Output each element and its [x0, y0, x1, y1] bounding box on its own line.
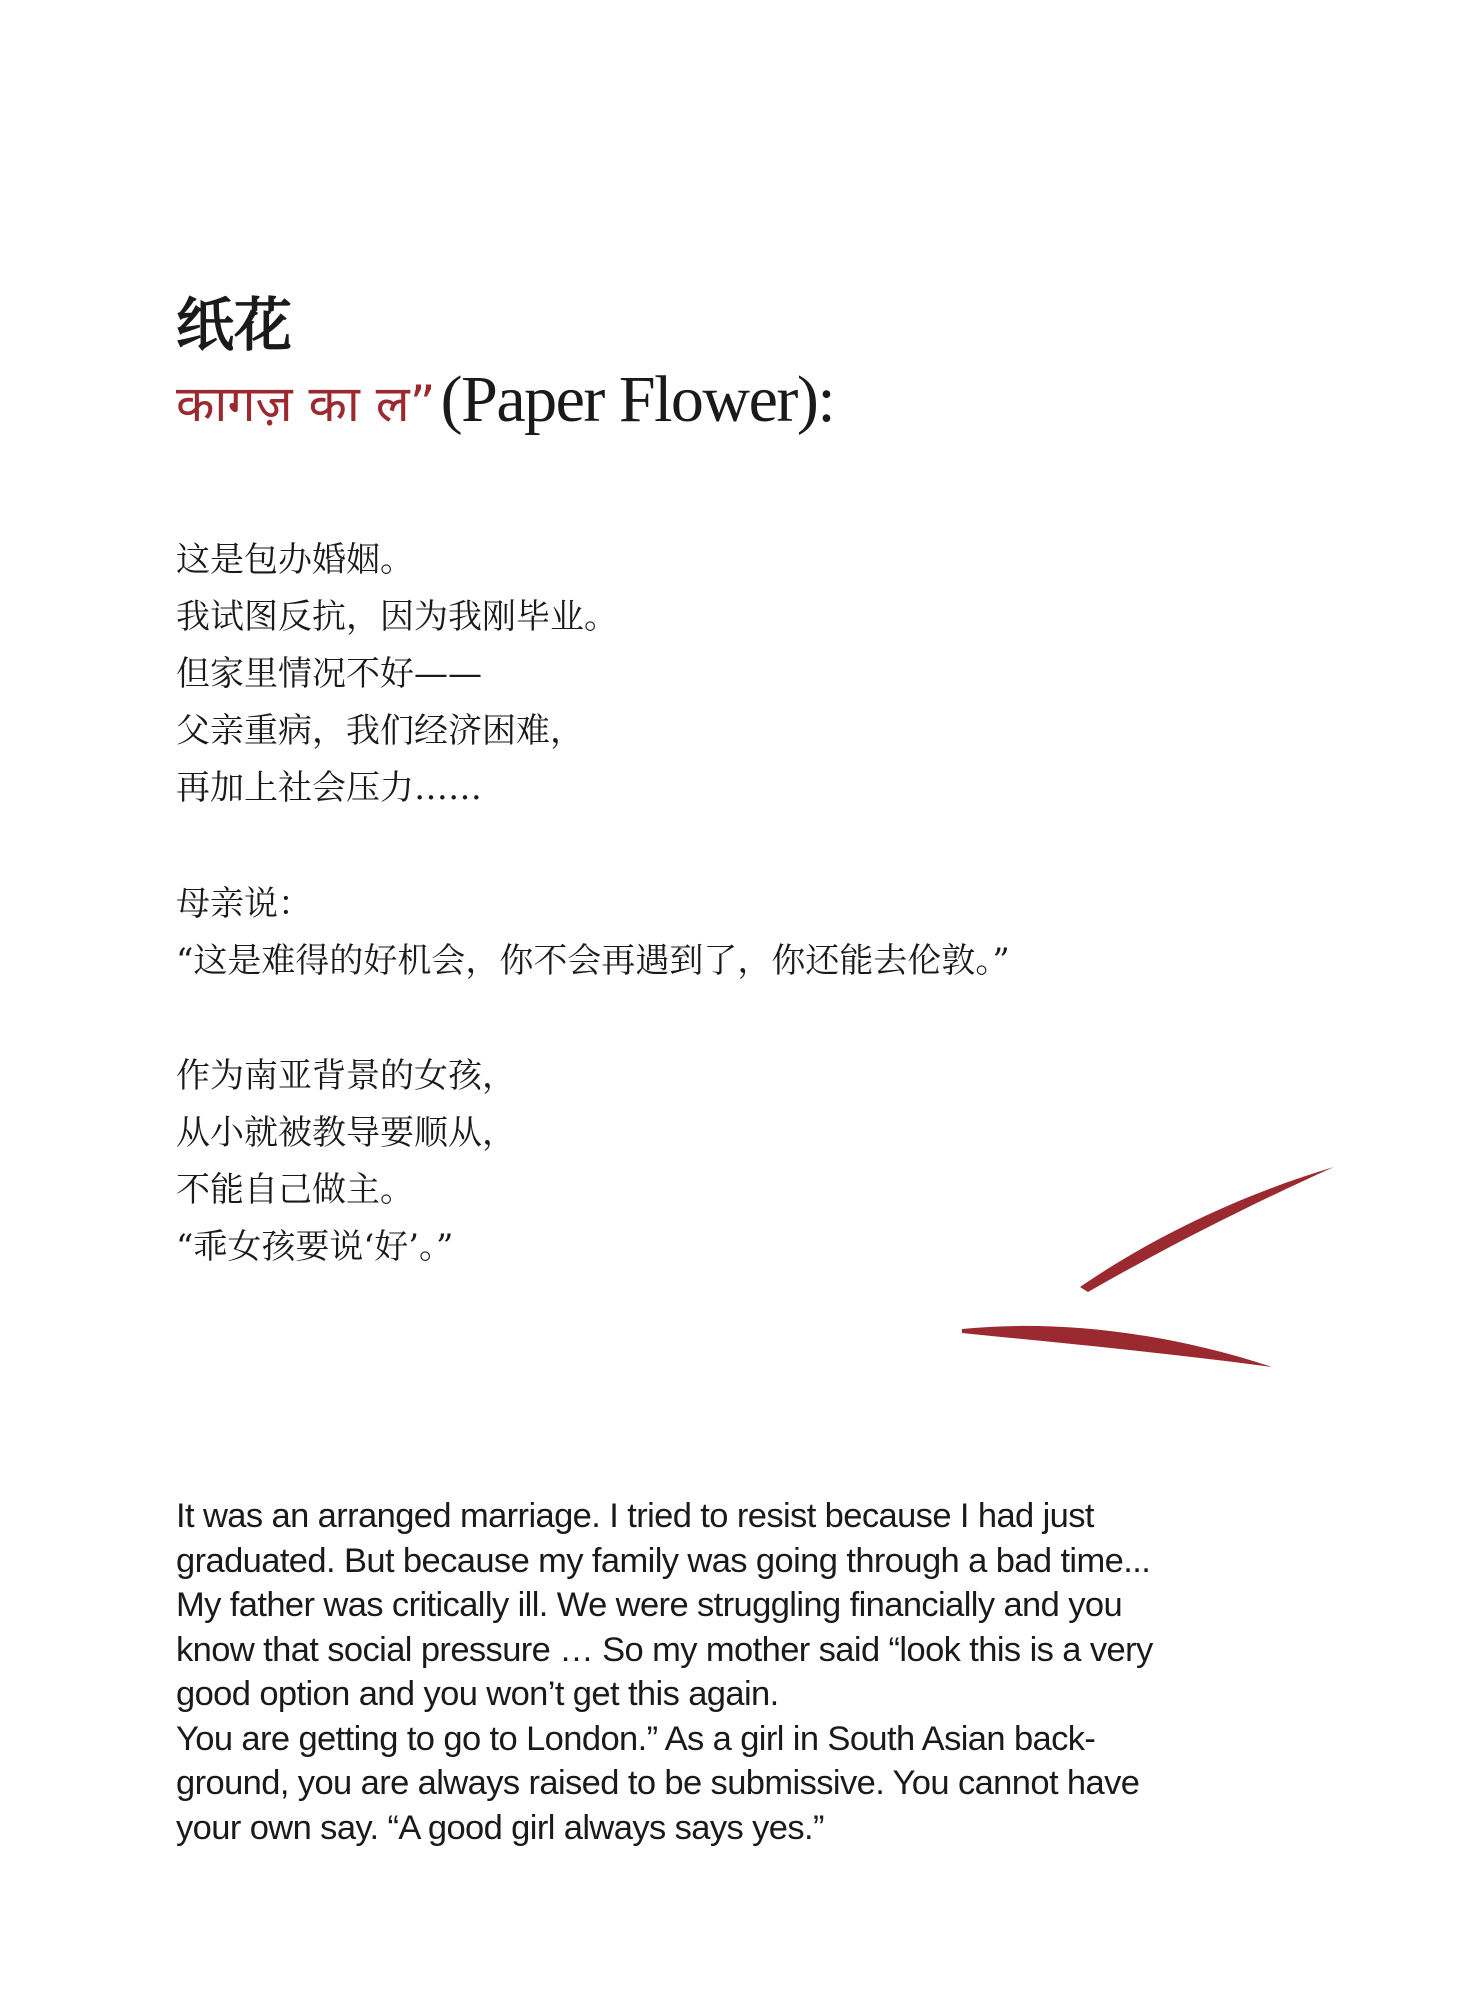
paragraph-line: your own say. “A good girl always says yes.”: [176, 1808, 824, 1847]
poem-line: 不能自己做主。: [176, 1170, 414, 1210]
paragraph-line: You are getting to go to London.” As a girl in South Asian back-: [176, 1719, 1096, 1758]
poem-line: 父亲重病，我们经济困难，: [176, 711, 584, 751]
paragraph-line: graduated. But because my family was going through a bad time...: [176, 1541, 1151, 1580]
poem-line: 作为南亚背景的女孩，: [176, 1056, 516, 1096]
poem-line: 母亲说：: [176, 884, 312, 924]
paragraph-line: My father was critically ill. We were struggling financially and you: [176, 1586, 1123, 1624]
poem-line: “这是难得的好机会，你不会再遇到了，你还能去伦敦。”: [176, 941, 1010, 981]
lower-brush-stroke: [962, 1326, 1272, 1367]
paragraph-line: It was an arranged marriage. I tried to resist because I had just: [176, 1497, 1094, 1535]
poem-line: 但家里情况不好——: [176, 654, 482, 694]
title-english: (Paper Flower):: [440, 363, 835, 436]
poem-line: “乖女孩要说‘好’。”: [176, 1227, 454, 1267]
paragraph-line: ground, you are always raised to be submissive. You cannot have: [176, 1764, 1140, 1802]
poem-line: 这是包办婚姻。: [176, 540, 414, 580]
poem-line: 再加上社会压力……: [176, 768, 482, 808]
upper-brush-stroke: [1080, 1167, 1334, 1292]
poem-line: 我试图反抗，因为我刚毕业。: [176, 597, 618, 637]
english-paragraph: [176, 1494, 1306, 1850]
paragraph-line: know that social pressure … So my mother said “look this is a very: [176, 1630, 1153, 1669]
title-chinese: 纸花: [176, 291, 293, 359]
poem-line: 从小就被教导要顺从，: [176, 1113, 516, 1153]
title-hindi: कागज़ का ल”: [176, 375, 436, 433]
paragraph-line: good option and you won’t get this again.: [176, 1675, 779, 1713]
